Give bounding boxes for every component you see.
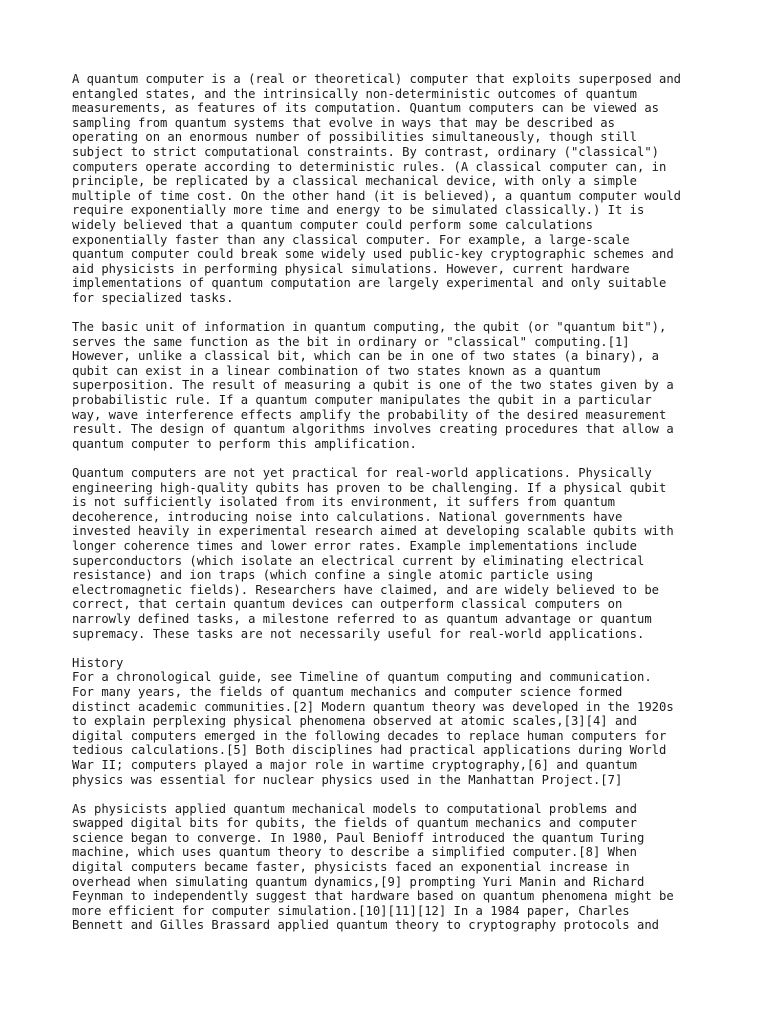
text-line: exponentially faster than any classical computer. For example, a large-scale (72, 232, 630, 247)
text-line: invested heavily in experimental research aimed at developing scalable qubits with (72, 524, 674, 539)
text-line: superposition. The result of measuring a qubit is one of the two states given by a (72, 378, 674, 393)
paragraph-history (72, 656, 712, 787)
paragraph-intro (72, 72, 712, 306)
text-line: result. The design of quantum algorithms involves creating procedures that allow a (72, 422, 674, 437)
paragraph-gap (72, 306, 712, 321)
text-line: engineering high-quality qubits has proven to be challenging. If a physical qubit (72, 480, 667, 495)
document-page (72, 72, 712, 933)
text-line: require exponentially more time and energy to be simulated classically.) It is (72, 203, 645, 218)
text-line: aid physicists in performing physical simulations. However, current hardware (72, 261, 630, 276)
text-line: quantum computer could break some widely used public-key cryptographic schemes and (72, 247, 674, 262)
text-line: subject to strict computational constraints. By contrast, ordinary ("classical") (72, 144, 659, 159)
text-line: entangled states, and the intrinsically non-deterministic outcomes of quantum (72, 86, 637, 101)
text-line: for specialized tasks. (72, 290, 234, 305)
text-line: longer coherence times and lower error rates. Example implementations include (72, 539, 637, 553)
text-line: quantum computer to perform this amplification. (72, 436, 417, 451)
text-line: For a chronological guide, see Timeline of quantum computing and communication. (72, 670, 652, 685)
text-line: probabilistic rule. If a quantum computer manipulates the qubit in a particular (72, 393, 652, 408)
text-line: multiple of time cost. On the other hand (it is believed), a quantum computer would (72, 188, 682, 203)
text-line: For many years, the fields of quantum mechanics and computer science formed (72, 684, 623, 699)
text-line: tedious calculations.[5] Both disciplines had practical applications during World (72, 743, 667, 758)
text-line: Feynman to independently suggest that hardware based on quantum phenomena might be (72, 889, 674, 904)
text-line: science began to converge. In 1980, Paul Benioff introduced the quantum Turing (72, 830, 645, 845)
text-line: correct, that certain quantum devices can outperform classical computers on (72, 597, 623, 612)
text-line: more efficient for computer simulation.[10][11][12] In a 1984 paper, Charles (72, 903, 630, 918)
text-line: A quantum computer is a (real or theoretical) computer that exploits superposed and (72, 72, 682, 86)
text-line: resistance) and ion traps (which confine a single atomic particle using (72, 568, 593, 583)
text-line: widely believed that a quantum computer could perform some calculations (72, 217, 593, 232)
text-line: War II; computers played a major role in wartime cryptography,[6] and quantum (72, 757, 637, 772)
paragraph-qubit (72, 320, 712, 451)
text-line: measurements, as features of its computation. Quantum computers can be viewed as (72, 101, 659, 116)
text-line: supremacy. These tasks are not necessarily useful for real-world applications. (72, 626, 645, 641)
text-line: implementations of quantum computation are largely experimental and only suitable (72, 276, 667, 291)
text-line: principle, be replicated by a classical mechanical device, with only a simple (72, 174, 637, 189)
text-line: qubit can exist in a linear combination of two states known as a quantum (72, 363, 601, 378)
text-line: to explain perplexing physical phenomena observed at atomic scales,[3][4] and (72, 714, 637, 729)
text-line: Quantum computers are not yet practical for real-world applications. Physically (72, 466, 652, 481)
text-line: swapped digital bits for qubits, the fields of quantum mechanics and computer (72, 816, 637, 831)
text-line: way, wave interference effects amplify the probability of the desired measurement (72, 407, 667, 422)
section-heading-history: History (72, 655, 124, 670)
text-line: electromagnetic fields). Researchers have claimed, and are widely believed to be (72, 582, 659, 597)
paragraph-convergence (72, 802, 712, 933)
paragraph-practicality (72, 466, 712, 641)
text-line: overhead when simulating quantum dynamics,[9] prompting Yuri Manin and Richard (72, 874, 645, 889)
text-line: computers operate according to deterministic rules. (A classical computer can, in (72, 159, 667, 174)
text-line: narrowly defined tasks, a milestone referred to as quantum advantage or quantum (72, 611, 652, 626)
text-line: Bennett and Gilles Brassard applied quantum theory to cryptography protocols and (72, 918, 659, 933)
text-line: decoherence, introducing noise into calculations. National governments have (72, 509, 623, 524)
text-line: As physicists applied quantum mechanical models to computational problems and (72, 801, 637, 816)
text-line: digital computers emerged in the following decades to replace human computers for (72, 728, 667, 743)
paragraph-gap (72, 641, 712, 656)
text-line: The basic unit of information in quantum computing, the qubit (or "quantum bit"), (72, 320, 667, 335)
text-line: digital computers became faster, physicists faced an exponential increase in (72, 860, 630, 875)
text-line: superconductors (which isolate an electrical current by eliminating electrical (72, 553, 645, 568)
paragraph-gap (72, 451, 712, 466)
text-line: is not sufficiently isolated from its environment, it suffers from quantum (72, 495, 615, 510)
text-line: machine, which uses quantum theory to describe a simplified computer.[8] When (72, 845, 637, 860)
text-line: serves the same function as the bit in ordinary or "classical" computing.[1] (72, 334, 630, 349)
text-line: physics was essential for nuclear physics used in the Manhattan Project.[7] (72, 772, 623, 787)
text-line: operating on an enormous number of possibilities simultaneously, though still (72, 130, 637, 145)
paragraph-gap (72, 787, 712, 802)
text-line: However, unlike a classical bit, which can be in one of two states (a binary), a (72, 349, 659, 364)
text-line: distinct academic communities.[2] Modern quantum theory was developed in the 1920s (72, 699, 674, 714)
text-line: sampling from quantum systems that evolve in ways that may be described as (72, 115, 615, 130)
